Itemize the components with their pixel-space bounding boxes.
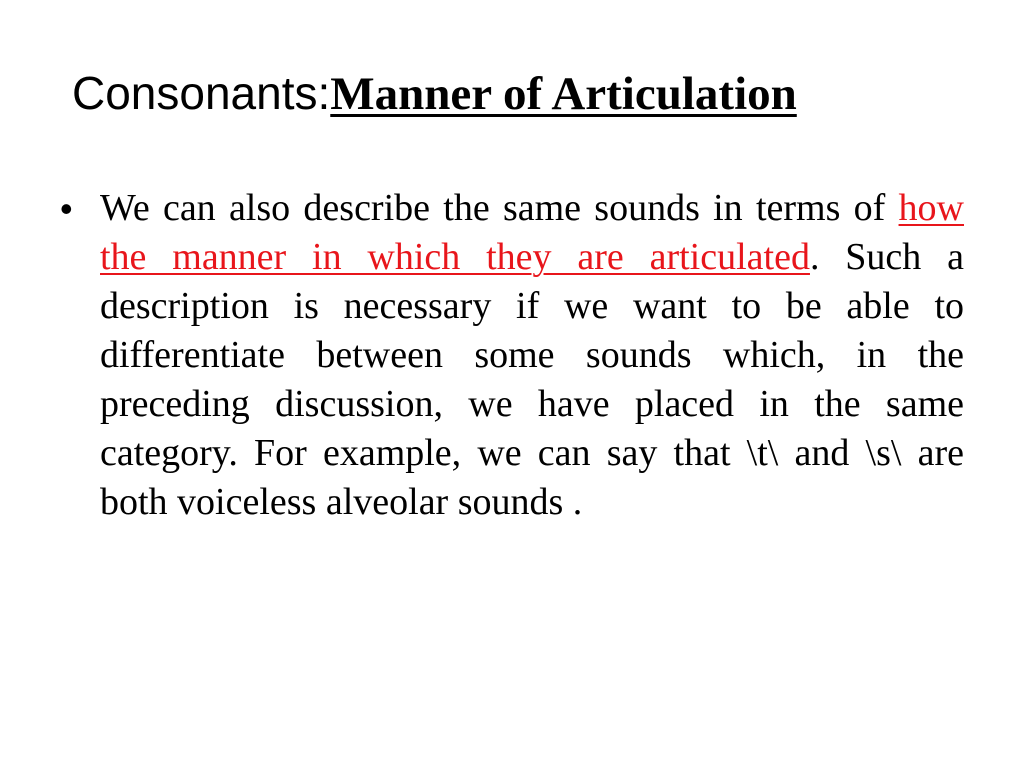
bullet-paragraph [100, 184, 964, 527]
paragraph-text-before: We can also describe the same sounds in terms of [100, 187, 899, 229]
slide-body [60, 184, 964, 527]
bullet-icon: • [60, 188, 73, 229]
title-main: Manner of Articulation [330, 68, 797, 120]
slide-title [72, 66, 972, 121]
bullet-item [60, 184, 964, 527]
paragraph-text-after: . Such a description is necessary if we want to be able to differentiate between some sounds which, in the preceding discussion, we have placed in the same category. For example, we can say that \t\ and \s\ are both voiceless alveolar sounds . [100, 236, 965, 523]
paragraph-emphasis: how the manner in which they are articulated [100, 187, 964, 278]
title-prefix: Consonants: [72, 67, 331, 119]
